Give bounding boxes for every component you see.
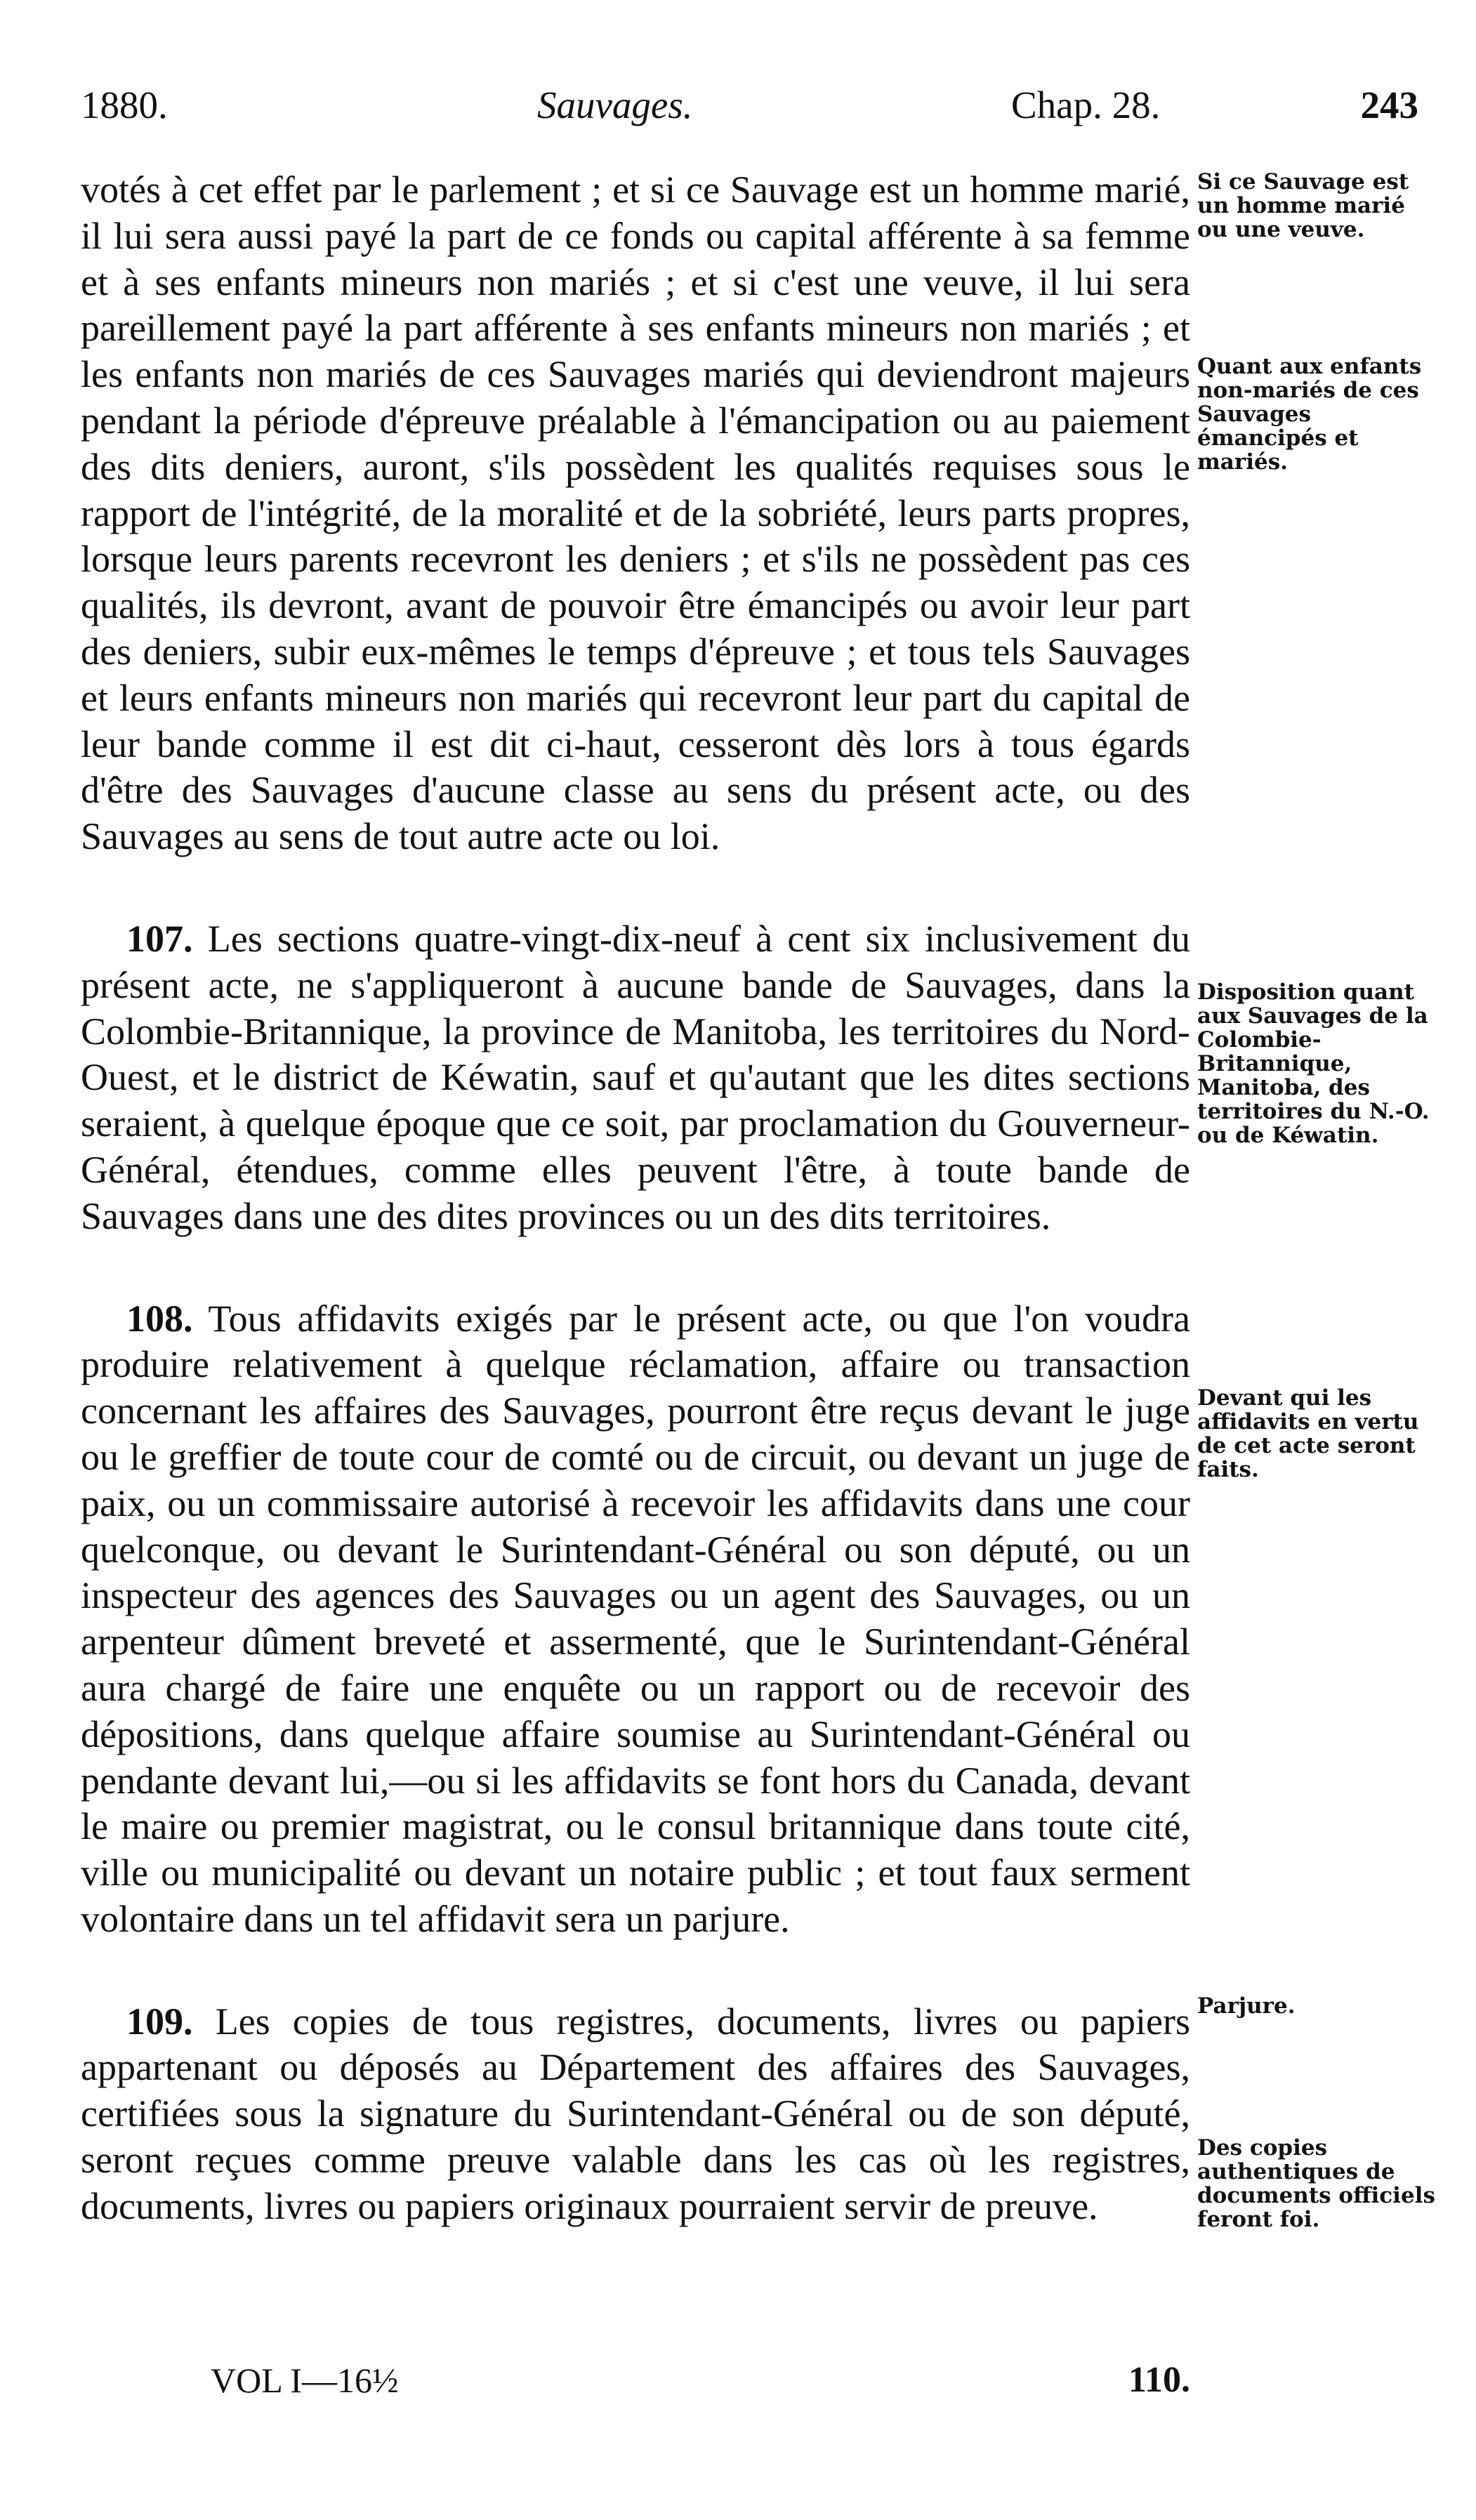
margin-note-disposition: Disposition quant aux Sauvages de la Colombie-Britannique, Manitoba, des territoires du N.-O. ou de Kéwatin. — [1197, 979, 1430, 1148]
paragraph-text: votés à cet effet par le parlement ; et si ce Sauvage est un homme marié, il lui sera aussi payé la part de ce fonds ou capital afférente à sa femme et à ses enfants mineurs non mariés ; et si c'est une veuve, il lui sera pareillement payé la part afférente à ses enfants mineurs non mariés ; et les enfants non mariés de ces Sauvages mariés qui deviendront majeurs pendant la période d'épreuve préalable à l'émancipation ou au paiement des dits deniers, auront, s'ils possèdent les qualités requises sous le rapport de l'intégrité, de la moralité et de la sobriété, leurs parts propres, lorsque leurs parents recevront les deniers ; et s'ils ne possèdent pas ces qualités, ils devront, avant de pouvoir être émancipés ou avoir leur part des deniers, subir eux-mêmes le temps d'épreuve ; et tous tels Sauvages et leurs enfants mineurs non mariés qui recevront leur part du capital de leur bande comme il est dit ci-haut, cesseront dès lors à tous égards d'être des Sauvages d'aucune classe au sens du présent acte, ou des Sauvages au sens de tout autre acte ou loi. — [81, 169, 1190, 858]
header-running-title: Sauvages. — [537, 84, 693, 126]
section-text: Tous affidavits exigés par le présent acte, ou que l'on voudra produire relativement à quelque réclamation, affaire ou transaction concernant les affaires des Sauvages, pourront être reçus devant le juge ou le greffier de toute cour de comté ou de circuit, ou devant un juge de paix, ou un commissaire autorisé à recevoir les affidavits dans une cour quelconque, ou devant le Surintendant-Général ou son député, ou un inspecteur des agences des Sauvages ou un agent des Sauvages, ou un arpenteur dûment breveté et assermenté, que le Surintendant-Général aura chargé de faire une enquête ou un rapport ou de recevoir des dépositions, dans quelque affaire soumise au Surintendant-Général ou pendante devant lui,—ou si les affidavits se font hors du Canada, devant le maire ou premier magistrat, ou le consul britannique dans toute cité, ville ou municipalité ou devant un notaire public ; et tout faux serment volontaire dans un tel affidavit sera un parjure. — [81, 1297, 1190, 1940]
section-109 — [81, 1999, 1190, 2230]
footer-catchword: 110. — [1128, 2360, 1190, 2400]
section-number: 108. — [126, 1297, 193, 1340]
margin-note-veuve: Si ce Sauvage est un homme marié ou une veuve. — [1197, 169, 1409, 242]
section-number: 107. — [126, 917, 193, 960]
margin-note-parjure: Parjure. — [1197, 1993, 1296, 2019]
footer-volume: VOL I—16½ — [211, 2361, 399, 2400]
header-chapter: Chap. 28. — [1011, 84, 1161, 126]
section-108 — [81, 1296, 1190, 1943]
section-text: Les sections quatre-vingt-dix-neuf à cent six inclusivement du présent acte, ne s'appliqueront à aucune bande de Sauvages, dans la Colombie-Britannique, la province de Manitoba, les territoires du Nord-Ouest, et le district de Kéwatin, sauf et qu'autant que les dites sections seraient, à quelque époque que ce soit, par proclamation du Gouverneur-Général, étendues, comme elles peuvent l'être, à toute bande de Sauvages dans une des dites provinces ou un des dits territoires. — [81, 917, 1190, 1237]
margin-note-enfants: Quant aux enfants non-mariés de ces Sauvages émancipés et mariés. — [1197, 354, 1422, 475]
header-year: 1880. — [81, 84, 168, 126]
header-page-number: 243 — [1360, 84, 1418, 126]
running-header — [81, 81, 1418, 130]
main-text — [81, 167, 1190, 2230]
margin-note-copies: Des copies authentiques de documents officiels feront foi. — [1197, 2135, 1435, 2232]
margin-note-affidavits: Devant qui les affidavits en vertu de cet acte seront faits. — [1197, 1385, 1419, 1482]
section-text: Les copies de tous registres, documents, livres ou papiers appartenant ou déposés au Département des affaires des Sauvages, certifiées sous la signature du Surintendant-Général ou de son député, seront reçues comme preuve valable dans les cas où les registres, documents, livres ou papiers originaux pourraient servir de preuve. — [81, 2000, 1190, 2227]
page-footer — [81, 2359, 1190, 2401]
section-number: 109. — [126, 2000, 193, 2043]
section-107 — [81, 916, 1190, 1240]
paragraph-continuation — [81, 167, 1190, 860]
